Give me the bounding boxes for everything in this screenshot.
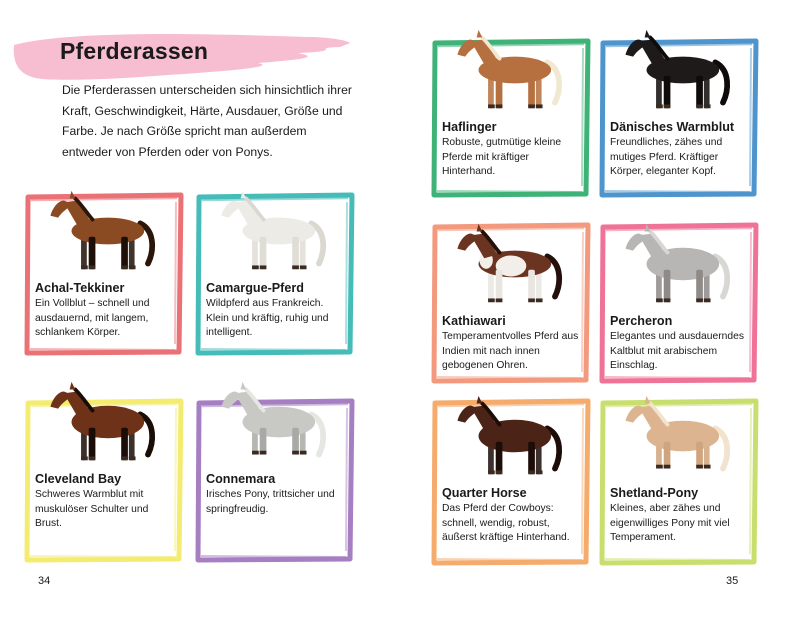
breed-description: Wildpferd aus Frankreich. Klein und kräftig, ruhig und intelligent. bbox=[206, 298, 329, 339]
horse-photo bbox=[48, 380, 160, 466]
breed-name: Quarter Horse bbox=[442, 486, 527, 500]
breed-name: Connemara bbox=[206, 472, 276, 486]
breed-card bbox=[599, 38, 759, 198]
breed-card bbox=[431, 38, 591, 198]
breed-description: Kleines, aber zähes und eigenwilliges Pony mit viel Temperament. bbox=[610, 503, 730, 544]
breed-description: Freundliches, zähes und mutiges Pferd. Kräftiger Körper, eleganter Kopf. bbox=[610, 137, 723, 178]
breed-name: Camargue-Pferd bbox=[206, 281, 304, 295]
breed-card bbox=[431, 398, 591, 566]
breed-name: Haflinger bbox=[442, 120, 497, 134]
breed-card bbox=[24, 398, 184, 563]
breed-card bbox=[195, 192, 355, 356]
page-number-right: 35 bbox=[726, 575, 739, 587]
breed-description: Robuste, gutmütige kleine Pferde mit kräftiger Hinterhand. bbox=[442, 137, 562, 178]
breed-description: Schweres Warmblut mit muskulöser Schulter und Brust. bbox=[35, 489, 149, 530]
page-title: Pferderassen bbox=[60, 38, 209, 64]
breed-description: Elegantes und ausdauerndes Kaltblut mit arabischem Einschlag. bbox=[610, 331, 744, 372]
intro-text: Die Pferderassen unterscheiden sich hinsichtlich ihrer Kraft, Geschwindigkeit, Härte, Ausdauer, Größe und Farbe. Je nach Größe spricht man außerdem entweder von Pferden oder von Ponys. bbox=[62, 83, 352, 159]
horse-photo bbox=[48, 189, 160, 275]
breed-name: Achal-Tekkiner bbox=[35, 281, 125, 295]
breed-card bbox=[431, 222, 591, 384]
horse-photo bbox=[623, 394, 735, 480]
breed-card bbox=[599, 398, 759, 566]
horse-photo bbox=[455, 28, 567, 114]
breed-description: Ein Vollblut – schnell und ausdauernd, mit langem, schlankem Körper. bbox=[35, 298, 150, 339]
breed-name: Shetland-Pony bbox=[610, 486, 699, 500]
horse-photo bbox=[219, 380, 331, 466]
breed-name: Kathiawari bbox=[442, 314, 506, 328]
breed-card bbox=[24, 192, 184, 356]
breed-description: Das Pferd der Cowboys: schnell, wendig, robust, äußerst kräftige Hinterhand. bbox=[442, 503, 570, 544]
horse-photo bbox=[623, 28, 735, 114]
breed-card bbox=[195, 398, 355, 563]
page-number-left: 34 bbox=[38, 575, 51, 587]
breed-name: Percheron bbox=[610, 314, 673, 328]
breed-name: Dänisches Warmblut bbox=[610, 120, 735, 134]
horse-photo bbox=[455, 394, 567, 480]
breed-description: Temperamentvolles Pferd aus Indien mit nach innen gebogenen Ohren. bbox=[442, 331, 579, 372]
horse-photo bbox=[623, 222, 735, 308]
horse-photo bbox=[455, 222, 567, 308]
breed-name: Cleveland Bay bbox=[35, 472, 122, 486]
breed-description: Irisches Pony, trittsicher und springfreudig. bbox=[206, 489, 335, 515]
breed-card bbox=[599, 222, 759, 384]
horse-photo bbox=[219, 189, 331, 275]
